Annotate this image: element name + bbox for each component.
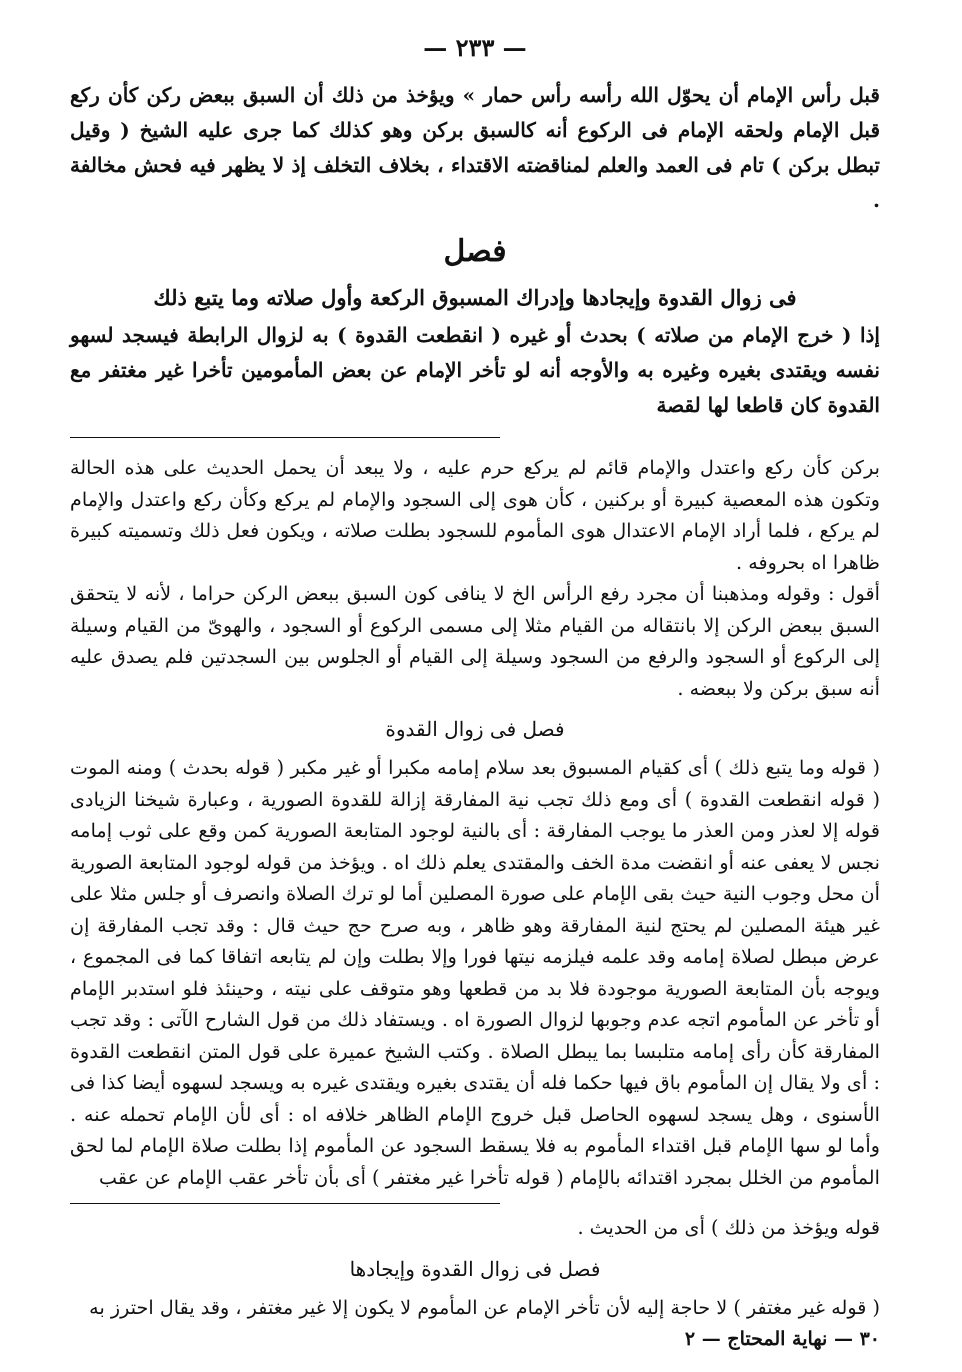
commentary-paragraph-1: بركن كأن ركع واعتدل والإمام قائم لم يركع حرم عليه ، ولا يبعد أن يحمل الحديث على هذه الحالة وتكون هذه المعصية كبيرة أو بركنين ، كأن هوى إلى السجود والإمام لم يركع وكأن ركع واعتدل والإمام لم يركع ، فلما أراد الإمام الاعتدال هوى المأموم للسجود بطلت صلاته ، ويكون فعل ذلك وتسميته كبيرة ظاهرا اه بحروفه . — [70, 456, 880, 574]
commentary-paragraph-3: ( قوله وما يتبع ذلك ) أى كقيام المسبوق بعد سلام إمامه مكبرا أو غير مكبر ( قوله بحدث ) ومنه الموت ( قوله انقطعت القدوة ) أى ومع ذلك تجب نية المفارقة إزالة للقدوة الصورية ، وعبارة شيخنا الزيادى قوله إلا لعذر ومن العذر ما يوجب المفارقة : أى بالنية لوجود المتابعة الصورية كمن وقع على ثوب إمامه نجس لا يعفى عنه أو انقضت مدة الخف والمقتدى يعلم ذلك اه . ويؤخذ من قوله لوجود المتابعة الصورية أن محل وجوب النية حيث بقى الإمام على صورة المصلين أما لو ترك الصلاة وانصرف أو جلس مثلا على غير هيئة المصلين لم يحتج لنية المفارقة وهو ظاهر ، وبه صرح حج حيث قال : وقد تجب المفارقة إن عرض مبطل لصلاة إمامه وقد علمه فيلزمه نيتها فورا وإلا بطلت وإن لم يتابعه اتفاقا كما فى المجموع ، ويوجه بأن المتابعة الصورية موجودة فلا بد من قطعها وهو متوقف على نيته ، وحينئذ فلو استدبر الإمام أو تأخر عن المأموم اتجه عدم وجوبها لزوال الصورة اه . ويستفاد ذلك من قول الشارح الآتى : وقد تجب المفارقة كأن رأى إمامه متلبسا بما يبطل الصلاة . وكتب الشيخ عميرة على قول المتن انقطعت القدوة : أى ولا يقال إن المأموم باق فيها حكما فله أن يقتدى بغيره ويقتدى غيره به ويسجد لسهوه أيضا كذا فى الأسنوى ، وهل يسجد لسهوه الحاصل قبل خروج الإمام الظاهر خلافه اه : أى لأن الإمام تحمله عنه . وأما لو سها الإمام قبل اقتداء المأموم به فلا يسقط السجود عن المأموم إذا بطلت صلاة الإمام لما لحق المأموم من الخلل بمجرد اقتدائه بالإمام ( قوله تأخرا غير مغتفر ) أى بأن تأخر عقب الإمام عن عقب — [70, 756, 880, 1189]
section-paragraph: إذا ( خرج الإمام من صلاته ) بحدث أو غيره ( انقطعت القدوة ) به لزوال الرابطة فيسجد لسهو نفسه ويقتدى بغيره وغيره به والأوجه أنه لو تأخر الإمام عن بعض المأمومين تأخرا غير مغتفر مع القدوة كان قاطعا لها لقصة — [70, 323, 880, 417]
commentary-sub-heading: فصل فى زوال القدوة — [385, 717, 565, 741]
commentary-continued — [70, 1212, 880, 1323]
commentary — [70, 452, 880, 1193]
commentary-paragraph-5: ( قوله غير مغتفر ) لا حاجة إليه لأن تأخر الإمام عن المأموم لا يكون إلا غير مغتفر ، وقد يقال احترز به — [89, 1295, 880, 1319]
section-title: فصل — [443, 234, 507, 269]
main-text — [70, 78, 880, 218]
footer-signature: ٣٠ — نهاية المحتاج — ٢ — [684, 1328, 880, 1350]
intro-paragraph: قبل رأس الإمام أن يحوّل الله رأسه رأس حمار » ويؤخذ من ذلك أن السبق ببعض ركن كأن ركع قبل الإمام ولحقه الإمام فى الركوع أنه كالسبق بركن وهو كذلك كما جرى عليه الشيخ ( وقيل تبطل بركن ) تام فى العمد والعلم لمناقضته الاقتداء ، بخلاف التخلف إذ لا يظهر فيه فحش مخالفة . — [70, 83, 880, 212]
section-body — [70, 318, 880, 423]
section-subtitle: فى زوال القدوة وإيجادها وإدراك المسبوق الركعة وأول صلاته وما يتبع ذلك — [153, 285, 797, 310]
commentary-sub-heading-2: فصل فى زوال القدوة وإيجادها — [349, 1256, 601, 1281]
commentary-paragraph-4: قوله ويؤخذ من ذلك ) أى من الحديث . — [577, 1216, 880, 1239]
commentary-paragraph-2: أقول : وقوله ومذهبنا أن مجرد رفع الرأس الخ لا ينافى كون السبق ببعض الركن حراما ، لأنه لا يتحقق السبق ببعض الركن إلا بانتقاله من القيام مثلا إلى مسمى الركوع أو السجود ، والهوىّ من القيام وسيلة إلى الركوع أو السجود والرفع من السجود وسيلة إلى القيام أو الجلوس بين السجدتين فلم يصدق عليه أنه سبق بركن ولا ببعضه . — [70, 582, 880, 700]
footnote-divider — [70, 437, 500, 438]
document-page — [70, 28, 880, 1372]
second-divider — [70, 1203, 500, 1204]
page-number: — ٢٣٣ — — [423, 33, 527, 62]
